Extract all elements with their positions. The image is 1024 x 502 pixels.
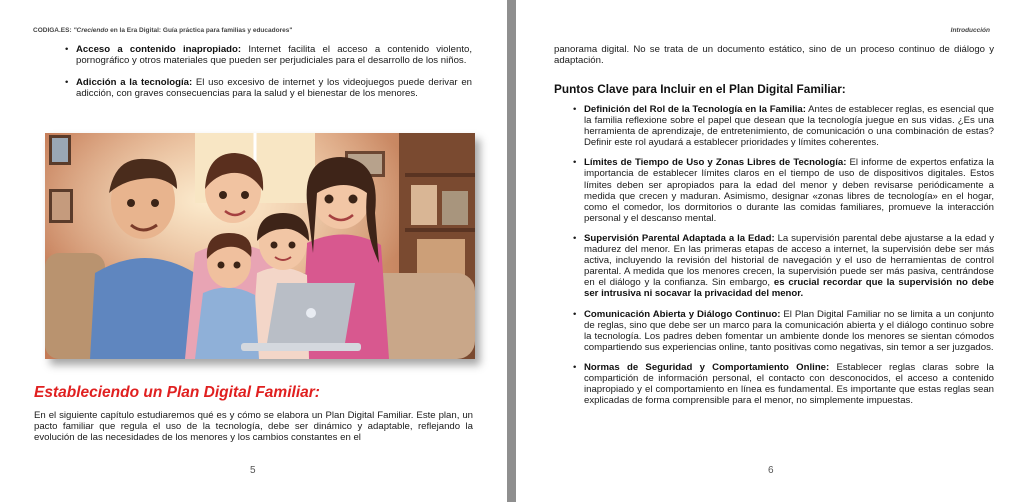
intro-paragraph: panorama digital. No se trata de un documento estático, sino de un proceso continuo de diálogo y adaptación. (554, 44, 994, 67)
list-item (46, 44, 472, 66)
item-text: El uso excesivo de internet y los videojuegos puede derivar en adicción, con graves consecuencias para la salud y el bienestar de los menores. (76, 77, 472, 100)
list-item (554, 104, 994, 148)
item-term: Acceso a contenido inapropiado: (76, 44, 242, 55)
item-text: La supervisión parental debe ajustarse a la edad y madurez del menor. En las primeras etapas de acceso a internet, la supervisión debe ser más activa, incluyendo la revisión del historial de navegación y el uso de herramientas de control parental. A medida que los menores crecen, la supervisión puede ser más pasiva, centrándose en el diálogo y la confianza. Sin embargo, (584, 232, 994, 289)
bullet-dot: • (65, 77, 69, 89)
header-title-italic: "Creciendo (73, 27, 109, 34)
item-term: Adicción a la tecnología: (76, 77, 193, 89)
running-header-left (33, 27, 292, 34)
bullet-dot: • (573, 232, 577, 244)
list-item (554, 157, 994, 224)
bullet-dot: • (573, 157, 577, 169)
item-term: Límites de Tiempo de Uso y Zonas Libres de Tecnología: (584, 157, 847, 169)
page-number: 5 (250, 465, 256, 476)
page-number: 6 (768, 465, 774, 476)
page-gutter (507, 0, 516, 502)
item-term: Supervisión Parental Adaptada a la Edad: (584, 232, 775, 244)
bullet-dot: • (573, 308, 577, 320)
item-text: El informe de expertos enfatiza la importancia de establecer límites claros en el tiempo de uso de dispositivos digitales. Estos límites deben ser apropiados para la edad del menor y deben revisarse periódicamente a medida que crecen y maduran. Asimismo, designar «zonas libres de tecnología» en el hogar, como el comedor, los dormitorios o durante las comidas familiares, promueve la interacción personal y el descanso mental. (584, 157, 994, 224)
bullet-dot: • (573, 361, 577, 373)
item-emphasis: es crucial recordar que la supervisión no debe ser intrusiva ni socavar la privacidad del menor. (584, 277, 994, 300)
key-points-list (554, 104, 994, 406)
risk-list (46, 44, 472, 99)
family-laptop-illustration (45, 133, 475, 359)
page-5 (0, 0, 507, 502)
header-title-rest: en la Era Digital: Guía práctica para familias y educadores" (110, 27, 293, 34)
item-text: El Plan Digital Familiar no se limita a un conjunto de reglas, sino que debe ser un marco para la comunicación abierta y el diálogo continuo sobre la tecnología. Los padres deben fomentar un ambiente donde los menores se sientan cómodos compartiendo sus experiencias online, tanto positivas como negativas, sin temor a ser juzgados. (584, 308, 994, 353)
item-text: Antes de establecer reglas, es esencial que la familia reflexione sobre el papel que desean que la tecnología juegue en sus vidas. ¿Es una herramienta de aprendizaje, de entretenimiento, de comunicación o una combinación de estas? Definir este rol ayudará a establecer prioridades y límites coherentes. (584, 104, 994, 149)
item-term: Definición del Rol de la Tecnología en la Familia: (584, 104, 806, 115)
item-term: Comunicación Abierta y Diálogo Continuo: (584, 308, 781, 320)
item-text: Establecer reglas claras sobre la compartición de información personal, el contacto con desconocidos, el acceso a contenido inapropiado y el comportamiento en línea es fundamental. Es importante que estas reglas sean explicadas de forma comprensible para el menor, no simplemente impuestas. (584, 361, 994, 407)
item-term: Normas de Seguridad y Comportamiento Online: (584, 361, 830, 373)
key-points-heading: Puntos Clave para Incluir en el Plan Digital Familiar: (554, 82, 846, 96)
section-paragraph: En el siguiente capítulo estudiaremos qué es y cómo se elabora un Plan Digital Familiar. Este plan, un pacto familiar que regula el uso de la tecnología, debe ser dinámico y adaptable, reflejando la evolución de las necesidades de los menores y los cambios constantes en el (34, 410, 473, 444)
running-header-right: Introducción (950, 27, 990, 34)
family-laptop-illustration-icon (45, 133, 475, 359)
bullet-dot: • (65, 44, 69, 55)
section-title: Estableciendo un Plan Digital Familiar: (34, 384, 320, 401)
list-item (46, 77, 472, 99)
list-item (554, 309, 994, 353)
item-text: Internet facilita el acceso a contenido violento, pornográfico y otros materiales que pueden ser perjudiciales para el desarrollo de los niños. (76, 44, 472, 67)
bullet-dot: • (573, 104, 577, 115)
page-6 (516, 0, 1024, 502)
list-item (554, 362, 994, 406)
header-prefix: CODIGA.ES: (33, 27, 72, 34)
list-item (554, 233, 994, 300)
